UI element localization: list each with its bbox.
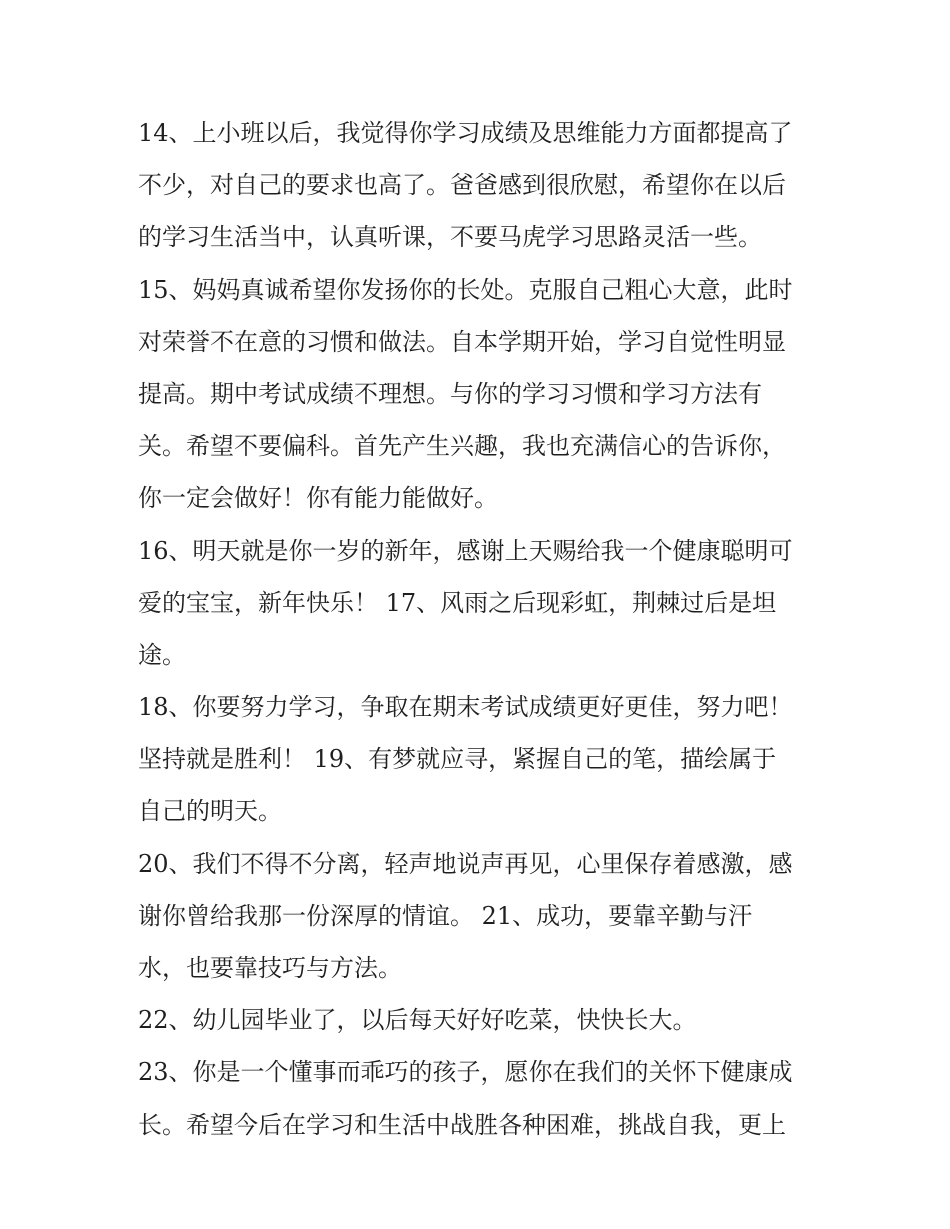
text-line: 坚持就是胜利！ 19、有梦就应寻，紧握自己的笔，描绘属于 (138, 745, 777, 774)
text-line: 18、你要努力学习，争取在期末考试成绩更好更佳，努力吧！ (138, 693, 793, 722)
text-line: 途。 (138, 640, 186, 669)
text-line: 23、你是一个懂事而乖巧的孩子，愿你在我们的关怀下健康成 (138, 1058, 793, 1087)
text-line: 长。希望今后在学习和生活中战胜各种困难，挑战自我，更上 (138, 1110, 786, 1139)
text-line: 的学习生活当中，认真听课，不要马虎学习思路灵活一些。 (138, 223, 762, 252)
text-line: 15、妈妈真诚希望你发扬你的长处。克服自己粗心大意，此时 (138, 275, 793, 304)
text-line: 谢你曾给我那一份深厚的情谊。 21、成功，要靠辛勤与汗 (138, 901, 753, 930)
text-line: 16、明天就是你一岁的新年，感谢上天赐给我一个健康聪明可 (138, 536, 793, 565)
text-line: 不少，对自己的要求也高了。爸爸感到很欣慰，希望你在以后 (138, 171, 786, 200)
text-line: 你一定会做好！你有能力能做好。 (138, 484, 498, 513)
text-line: 提高。期中考试成绩不理想。与你的学习习惯和学习方法有 (138, 379, 762, 408)
text-line: 对荣誉不在意的习惯和做法。自本学期开始，学习自觉性明显 (138, 327, 786, 356)
text-line: 14、上小班以后，我觉得你学习成绩及思维能力方面都提高了 (138, 119, 793, 147)
text-line: 爱的宝宝，新年快乐！ 17、风雨之后现彩虹，荆棘过后是坦 (138, 588, 777, 617)
text-line: 自己的明天。 (138, 797, 282, 826)
text-line: 22、幼儿园毕业了，以后每天好好吃菜，快快长大。 (138, 1006, 697, 1035)
text-line: 水，也要靠技巧与方法。 (138, 954, 402, 982)
text-line: 20、我们不得不分离，轻声地说声再见，心里保存着感激，感 (138, 849, 793, 878)
text-line: 关。希望不要偏科。首先产生兴趣，我也充满信心的告诉你， (138, 432, 786, 461)
body-text (138, 107, 818, 1151)
